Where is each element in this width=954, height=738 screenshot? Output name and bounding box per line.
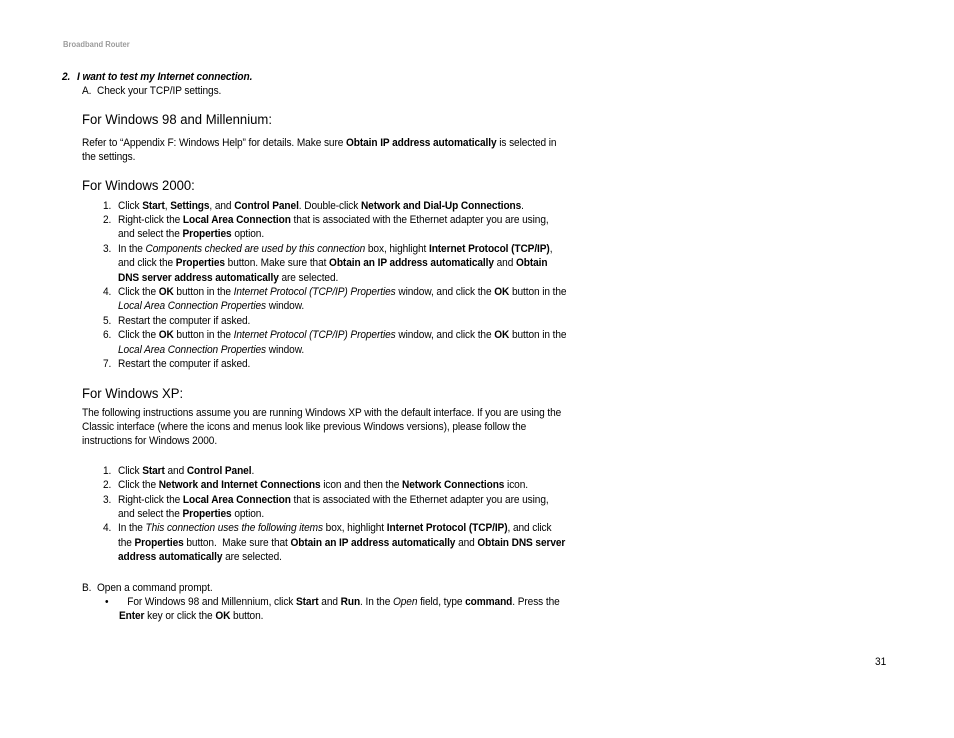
text-line — [118, 285, 674, 299]
text-run: and — [318, 595, 341, 608]
text-line — [97, 581, 672, 595]
text-run: Local Area Connection — [182, 493, 291, 506]
text-run: , and click — [507, 522, 552, 535]
text-run: Start — [142, 199, 165, 212]
section-heading — [82, 112, 722, 127]
text-run: and click the — [118, 257, 176, 270]
text-run: Control Panel — [234, 199, 299, 212]
step-letter: 2. — [62, 71, 71, 83]
text-run: command — [465, 595, 513, 608]
text-line — [82, 150, 671, 164]
list-item — [62, 213, 722, 242]
text-run: Restart the computer if asked. — [118, 314, 251, 327]
text-line — [118, 507, 674, 521]
text-run: box, highlight — [322, 522, 387, 535]
list-item-number: 2. — [103, 479, 112, 492]
text-run: that is associated with the Ethernet adapter you are using, — [290, 214, 549, 227]
text-line — [118, 343, 674, 357]
text-run: window. — [266, 300, 305, 313]
text-run: are selected. — [222, 551, 282, 564]
text-line — [118, 299, 674, 313]
text-run: key or click the — [144, 610, 216, 623]
text-run: . Press the — [512, 595, 560, 608]
text-line — [118, 199, 674, 213]
text-line — [82, 178, 703, 193]
text-line — [118, 521, 674, 535]
text-run: Local Area Connection Properties — [118, 300, 267, 313]
text-run: instructions for Windows 2000. — [82, 435, 218, 448]
text-line — [82, 112, 703, 127]
text-line — [118, 550, 674, 564]
list-item — [62, 357, 722, 371]
text-run: . — [251, 464, 255, 477]
ordered-list — [62, 464, 722, 565]
page-number: 31 — [875, 656, 887, 668]
text-line — [118, 314, 674, 328]
text-run: box, highlight — [365, 242, 429, 255]
text-run: the — [118, 536, 135, 549]
ordered-list — [62, 199, 722, 372]
list-item — [62, 314, 722, 328]
text-run: are selected. — [278, 271, 339, 284]
list-item — [62, 199, 722, 213]
text-run: Start — [142, 464, 165, 477]
text-run: Click — [118, 199, 143, 212]
text-run: Properties — [182, 228, 232, 241]
list-item — [62, 493, 722, 522]
text-run: For Windows 2000: — [82, 177, 195, 193]
section-heading — [82, 178, 722, 193]
text-run: that is associated with the Ethernet adapter you are using, — [290, 493, 549, 506]
text-run: Refer to “Appendix F: Windows Help” for details. Make sure — [82, 136, 346, 149]
text-line — [82, 420, 671, 434]
text-run: Network Connections — [402, 479, 505, 492]
text-run: Open a command prompt. — [97, 581, 213, 594]
list-item-number: 4. — [103, 522, 112, 535]
text-line — [82, 136, 671, 150]
list-item — [62, 328, 722, 357]
text-run: Click the — [118, 329, 159, 342]
list-item-number: 1. — [103, 199, 112, 212]
bullet-icon: • — [105, 595, 109, 608]
text-line — [118, 213, 674, 227]
text-run: , — [549, 242, 553, 255]
lettered-step — [62, 84, 722, 98]
text-run: Network and Dial-Up Connections — [360, 199, 522, 212]
text-run: Properties — [182, 507, 232, 520]
list-item — [62, 478, 722, 492]
list-item-number: 6. — [103, 329, 112, 342]
text-line — [118, 227, 674, 241]
list-item — [62, 242, 722, 285]
text-run: button in the — [509, 329, 567, 342]
text-run: address automatically — [118, 551, 223, 564]
paragraph — [82, 406, 722, 449]
list-item-number: 2. — [103, 214, 112, 227]
text-run: field, type — [417, 595, 466, 608]
text-run: and — [493, 257, 516, 270]
text-run: Check your TCP/IP settings. — [97, 85, 222, 98]
text-run: For Windows 98 and Millennium: — [82, 111, 272, 127]
running-header: Broadband Router — [63, 40, 130, 49]
list-item — [62, 464, 722, 478]
bullet-item — [62, 595, 722, 624]
text-run: option. — [231, 507, 265, 520]
text-run: Internet Protocol (TCP/IP) Properties — [233, 329, 396, 342]
list-item-number: 4. — [103, 286, 112, 299]
text-run: OK — [494, 286, 510, 299]
text-run: Obtain an IP address automatically — [329, 257, 494, 270]
text-run: Internet Protocol (TCP/IP) Properties — [233, 286, 396, 299]
text-run: button in the — [509, 286, 567, 299]
text-run: button. — [230, 610, 264, 623]
text-run: icon and then the — [320, 479, 403, 492]
text-run: OK — [158, 329, 174, 342]
text-run: Internet Protocol (TCP/IP) — [428, 242, 550, 255]
text-run: Obtain IP address automatically — [345, 136, 497, 149]
text-run: For Windows XP: — [82, 385, 184, 401]
text-line — [77, 70, 670, 84]
text-run: Restart the computer if asked. — [118, 358, 251, 371]
section-heading — [82, 386, 722, 401]
text-run: and select the — [118, 228, 183, 241]
text-run: Click the — [118, 286, 159, 299]
text-run: Properties — [134, 536, 184, 549]
text-line — [118, 464, 674, 478]
text-run: I want to test my Internet connection. — [77, 71, 253, 83]
text-run: Internet Protocol (TCP/IP) — [386, 522, 508, 535]
text-run: Obtain — [515, 257, 548, 270]
text-run: Control Panel — [186, 464, 252, 477]
text-run: . Double-click — [298, 199, 361, 212]
text-run: Local Area Connection Properties — [118, 343, 267, 356]
text-run: and select the — [118, 507, 183, 520]
text-run: button. Make sure that — [183, 536, 291, 549]
text-run: In the — [118, 522, 146, 535]
text-line — [82, 386, 703, 401]
text-line — [118, 357, 674, 371]
text-line — [118, 242, 674, 256]
list-item-number: 1. — [103, 464, 112, 477]
text-run: window, and click the — [395, 329, 495, 342]
page-content — [62, 68, 722, 624]
text-run: For Windows 98 and Millennium, click — [127, 595, 296, 608]
text-run: Start — [295, 595, 319, 608]
list-item-number: 5. — [103, 314, 112, 327]
text-run: , and — [209, 199, 235, 212]
text-run: The following instructions assume you are running Windows XP with the default interface. If you are using the — [82, 406, 562, 419]
text-run: OK — [158, 286, 174, 299]
text-line — [118, 493, 674, 507]
text-run: In the — [118, 242, 146, 255]
text-run: OK — [215, 610, 231, 623]
text-run: button. Make sure that — [224, 257, 330, 270]
text-run: Classic interface (where the icons and menus look like previous Windows versions), please follow the — [82, 420, 527, 433]
text-run: window. — [266, 343, 305, 356]
text-line — [118, 536, 674, 550]
list-item — [62, 285, 722, 314]
text-run: Settings — [170, 199, 210, 212]
text-line — [118, 478, 674, 492]
text-run: Properties — [175, 257, 225, 270]
text-run: Network and Internet Connections — [158, 479, 321, 492]
text-run: , — [164, 199, 171, 212]
text-run: Right-click the — [118, 214, 183, 227]
text-run: OK — [494, 329, 510, 342]
text-run: Run — [340, 595, 361, 608]
text-run: Click the — [118, 479, 159, 492]
text-line — [82, 434, 671, 448]
text-run: . In the — [360, 595, 393, 608]
text-run: button in the — [173, 329, 234, 342]
list-item-number: 3. — [103, 242, 112, 255]
text-run: option. — [231, 228, 265, 241]
text-run: icon. — [504, 479, 528, 492]
text-line — [119, 595, 674, 609]
text-run: window, and click the — [395, 286, 495, 299]
step-letter: B. — [82, 581, 92, 594]
list-item — [62, 521, 722, 564]
text-run: Open — [392, 595, 418, 608]
text-run: the settings. — [82, 151, 136, 164]
list-item-number: 7. — [103, 358, 112, 371]
text-line — [82, 406, 671, 420]
text-run: button in the — [173, 286, 234, 299]
text-line — [119, 609, 674, 623]
text-run: Obtain an IP address automatically — [290, 536, 456, 549]
text-run: Obtain DNS server — [477, 536, 566, 549]
text-run: Enter — [119, 610, 145, 623]
text-line — [118, 271, 674, 285]
text-run: DNS server address automatically — [118, 271, 279, 284]
step-letter: A. — [82, 85, 92, 98]
text-run: Local Area Connection — [182, 214, 291, 227]
text-line — [118, 328, 674, 342]
paragraph — [82, 136, 722, 165]
lettered-step — [62, 581, 722, 595]
text-run: is selected in — [496, 136, 557, 149]
text-run: . — [521, 199, 524, 212]
list-item-number: 3. — [103, 493, 112, 506]
text-run: and — [455, 536, 478, 549]
text-run: This connection uses the following items — [145, 522, 323, 535]
text-run: and — [164, 464, 187, 477]
text-run: Components checked are used by this connection — [145, 242, 366, 255]
faq-item-title — [62, 70, 722, 84]
text-run: Right-click the — [118, 493, 183, 506]
text-run: Click — [118, 464, 143, 477]
text-line — [118, 256, 674, 270]
text-line — [97, 84, 672, 98]
